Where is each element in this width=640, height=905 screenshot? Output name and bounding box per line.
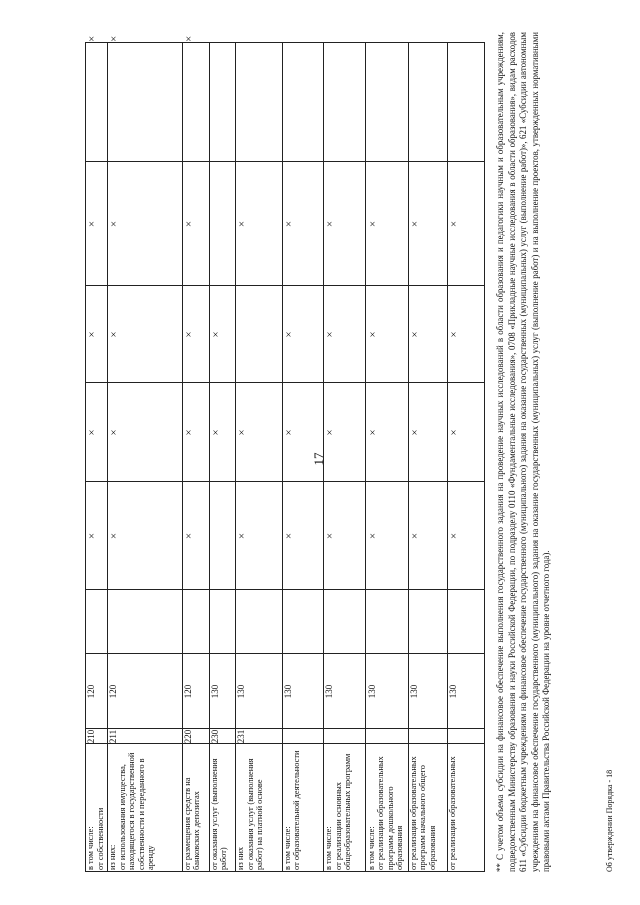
line-code: 230: [209, 729, 220, 744]
kosgu-code: 130: [236, 684, 246, 699]
row-label: из них от оказания услуг (выполнения работ) на платной основе: [236, 758, 265, 870]
row-label: в том числе: от реализации основных общеобразовательных программ: [324, 753, 353, 870]
mark-cell: ×: [408, 331, 421, 338]
table-row: [408, 42, 448, 872]
mark-cell: [323, 42, 365, 162]
row-label: от оказания услуг (выполнения работ): [209, 758, 229, 870]
table-row: [209, 42, 236, 872]
mark-cell: ×: [108, 532, 121, 540]
mark-cell: ×: [182, 220, 195, 228]
mark-cell: [209, 590, 235, 654]
kosgu-code: 120: [86, 684, 96, 699]
income-table: [85, 35, 485, 872]
mark-cell: ×: [236, 429, 248, 436]
mark-cell: [182, 590, 209, 654]
rotated-page: [27, 22, 627, 872]
mark-cell: [182, 42, 209, 162]
kosgu-code: 130: [447, 684, 458, 699]
mark-cell: [282, 42, 324, 162]
row-label: в том числе: от реализации образовательных программ дошкольного образования: [366, 756, 405, 870]
mark-cell: [235, 286, 282, 383]
line-code: [282, 729, 324, 744]
mark-cell: [107, 42, 182, 162]
mark-cell: ×: [408, 532, 421, 540]
line-code: [366, 729, 408, 744]
row-label: от реализации образовательных программ начального общего образования: [408, 756, 438, 870]
mark-cell: ×: [86, 429, 98, 436]
mark-cell: ×: [209, 331, 222, 338]
mark-cell: ×: [86, 532, 98, 540]
mark-cell: ×: [282, 220, 295, 228]
mark-cell: ×: [86, 35, 98, 42]
mark-cell: [366, 590, 408, 654]
mark-cell: ×: [108, 331, 121, 338]
mark-cell: ×: [86, 220, 98, 228]
mark-cell: [85, 590, 107, 654]
mark-cell: [235, 590, 282, 654]
mark-cell: ×: [324, 331, 337, 338]
line-code: 211: [108, 729, 119, 744]
mark-cell: ×: [447, 220, 460, 228]
line-code: [408, 729, 447, 744]
document-footer: Об утверждении Порядка - 18: [605, 769, 614, 872]
mark-cell: [282, 590, 324, 654]
mark-cell: ×: [108, 35, 121, 42]
mark-cell: ×: [236, 532, 248, 540]
mark-cell: ×: [108, 220, 121, 228]
mark-cell: [447, 590, 485, 654]
line-code: 210: [86, 729, 96, 744]
mark-cell: ×: [366, 532, 379, 540]
mark-cell: [447, 42, 485, 162]
mark-cell: ×: [324, 220, 337, 228]
table-row: [323, 42, 366, 872]
row-label: от размещения средств на банковских депозитах: [182, 777, 202, 870]
page-number: 17: [311, 452, 326, 466]
mark-cell: [366, 42, 408, 162]
mark-cell: ×: [86, 331, 98, 338]
line-code: [323, 729, 365, 744]
mark-cell: [323, 590, 365, 654]
mark-cell: [209, 482, 235, 590]
row-label: в том числе: от образовательной деятельности: [282, 750, 302, 870]
mark-cell: ×: [408, 429, 421, 436]
mark-cell: ×: [182, 532, 195, 540]
line-code: [447, 729, 485, 744]
mark-cell: ×: [447, 331, 460, 338]
mark-cell: [235, 42, 282, 162]
table-row: [447, 42, 485, 872]
kosgu-code: 130: [282, 684, 293, 699]
kosgu-code: 130: [324, 684, 335, 699]
table-row: [235, 42, 283, 872]
mark-cell: ×: [182, 35, 195, 42]
mark-cell: ×: [108, 429, 121, 436]
mark-cell: ×: [236, 220, 248, 228]
mark-cell: ×: [447, 429, 460, 436]
kosgu-code: 120: [108, 684, 119, 699]
table-row: [366, 42, 409, 872]
mark-cell: ×: [282, 331, 295, 338]
line-code: 231: [236, 729, 246, 744]
row-label: в том числе: от собственности: [86, 807, 105, 870]
line-code: 220: [182, 729, 193, 744]
kosgu-code: 120: [182, 684, 193, 699]
table-row: [107, 35, 183, 872]
footnote: ** С учетом объема субсидии на финансовое обеспечение выполнения государственного задания на проведение научных исследований в области образования и педагогики научным и образовательным учреждениям, подведомственным Министерству образования и науки Российской Федерации, по подразделу 0110 «Фундаментальные исследования», 0708 «Прикладные научные исследования в области образования», видам расходов 611 «Субсидии бюджетным учреждениям на финансовое обеспечение государственного (муниципального) задания на оказание государственных (муниципальных) услуг (выполнение работ)», 621 «Субсидии автономным учреждениям на финансовое обеспечение государственного (муниципального) задания на оказание государственных (муниципальных) услуг (выполнение работ) и на выполнение проектов, утвержденных нормативными правовыми актами Правительства Российской Федерации на уровне отчетного года).: [495, 32, 551, 872]
mark-cell: ×: [324, 532, 337, 540]
mark-cell: ×: [324, 429, 337, 436]
mark-cell: ×: [408, 220, 421, 228]
table-row: [182, 35, 210, 872]
table-row: [282, 42, 325, 872]
mark-cell: [209, 162, 235, 286]
mark-cell: [408, 590, 447, 654]
kosgu-code: 130: [408, 684, 419, 699]
row-label: от реализации образовательных: [447, 756, 457, 870]
kosgu-code: 130: [209, 684, 220, 699]
mark-cell: [209, 42, 235, 162]
mark-cell: ×: [366, 331, 379, 338]
kosgu-code: 130: [366, 684, 377, 699]
row-label: из них: от использования имущества, находящегося в государственной собственности и переданного в аренду: [108, 752, 156, 870]
table-row: [85, 35, 108, 872]
mark-cell: ×: [282, 532, 295, 540]
mark-cell: ×: [447, 532, 460, 540]
mark-cell: [107, 590, 182, 654]
mark-cell: ×: [366, 429, 379, 436]
mark-cell: ×: [366, 220, 379, 228]
mark-cell: [85, 42, 107, 162]
mark-cell: [408, 42, 447, 162]
mark-cell: ×: [182, 331, 195, 338]
mark-cell: ×: [282, 429, 295, 436]
mark-cell: ×: [209, 429, 222, 436]
mark-cell: ×: [182, 429, 195, 436]
